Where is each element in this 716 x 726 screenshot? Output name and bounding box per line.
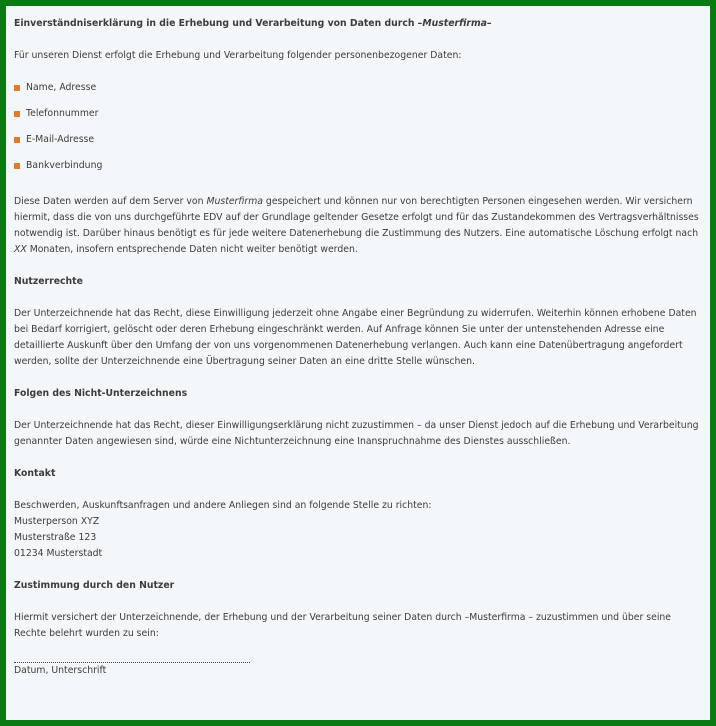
list-item-label: Bankverbindung: [26, 160, 103, 171]
storage-text-3: Monaten, insofern entsprechende Daten nicht weiter benötigt werden.: [26, 244, 358, 255]
list-item: [14, 158, 702, 174]
rights-text: Der Unterzeichnende hat das Recht, diese Einwilligung jederzeit ohne Angabe einer Begründung zu widerrufen. Weiterhin können erhobene Daten bei Bedarf korrigiert, gelöscht oder deren Erhebung eingeschränkt werden. Auf Anfrage können Sie unter der untenstehenden Adresse eine detaillierte Auskunft über den Umfang der von uns vorgenommenen Datenerhebung verlangen. Auch kann eine Datenübertragung angefordert werden, sollte der Unterzeichnende eine Übertragung seiner Daten an eine dritte Stelle wünschen.: [14, 308, 697, 367]
bullet-icon: [14, 111, 20, 117]
signature-line: [14, 650, 250, 663]
data-list: [14, 80, 702, 174]
contact-text: Beschwerden, Auskunftsanfragen und andere Anliegen sind an folgende Stelle zu richten:: [14, 500, 432, 511]
list-item: [14, 132, 702, 148]
document-page: [6, 6, 710, 720]
signature-label: Datum, Unterschrift: [14, 665, 107, 676]
bullet-icon: [14, 85, 20, 91]
consequences-text: Der Unterzeichnende hat das Recht, dieser Einwilligungserklärung nicht zuzustimmen – da unser Dienst jedoch auf die Erhebung und Verarbeitung genannter Daten angewiesen sind, würde eine Nichtunterzeichnung eine Inanspruchnahme des Dienstes ausschließen.: [14, 420, 699, 447]
list-item: [14, 80, 702, 96]
title-company: –Musterfirma–: [417, 18, 492, 29]
title-text: Einverständniserklärung in die Erhebung und Verarbeitung von Daten durch: [14, 18, 418, 29]
rights-heading: Nutzerrechte: [14, 276, 83, 287]
intro-text: Für unseren Dienst erfolgt die Erhebung und Verarbeitung folgender personenbezogener Daten:: [14, 50, 462, 61]
contact-heading: Kontakt: [14, 468, 56, 479]
bullet-icon: [14, 163, 20, 169]
consent-text: Hiermit versichert der Unterzeichnende, der Erhebung und der Verarbeitung seiner Daten durch –Musterfirma – zuzustimmen und über seine Rechte belehrt wurden zu sein:: [14, 612, 672, 639]
consent-heading: Zustimmung durch den Nutzer: [14, 580, 175, 591]
contact-name: Musterperson XYZ: [14, 516, 100, 527]
list-item-label: E-Mail-Adresse: [26, 134, 95, 145]
storage-paragraph: [14, 194, 702, 258]
storage-company: Musterfirma: [206, 196, 263, 207]
storage-months: XX: [14, 244, 27, 255]
bullet-icon: [14, 137, 20, 143]
consequences-heading: Folgen des Nicht-Unterzeichnens: [14, 388, 188, 399]
document-title: [14, 16, 702, 32]
storage-text-2: gespeichert und können nur von berechtigten Personen eingesehen werden. Wir versichern hiermit, dass die von uns durchgeführte EDV auf der Grundlage geltender Gesetze erfolgt und für das Zustandekommen des Vertragsverhältnisses notwendig ist. Darüber hinaus benötigt es für jede weitere Datenerhebung die Zustimmung des Nutzers. Eine automatische Löschung erfolgt nach: [14, 196, 699, 239]
list-item-label: Name, Adresse: [26, 82, 97, 93]
list-item: [14, 106, 702, 122]
contact-city: 01234 Musterstadt: [14, 548, 103, 559]
storage-text-1: Diese Daten werden auf dem Server von: [14, 196, 207, 207]
contact-street: Musterstraße 123: [14, 532, 97, 543]
list-item-label: Telefonnummer: [26, 108, 99, 119]
